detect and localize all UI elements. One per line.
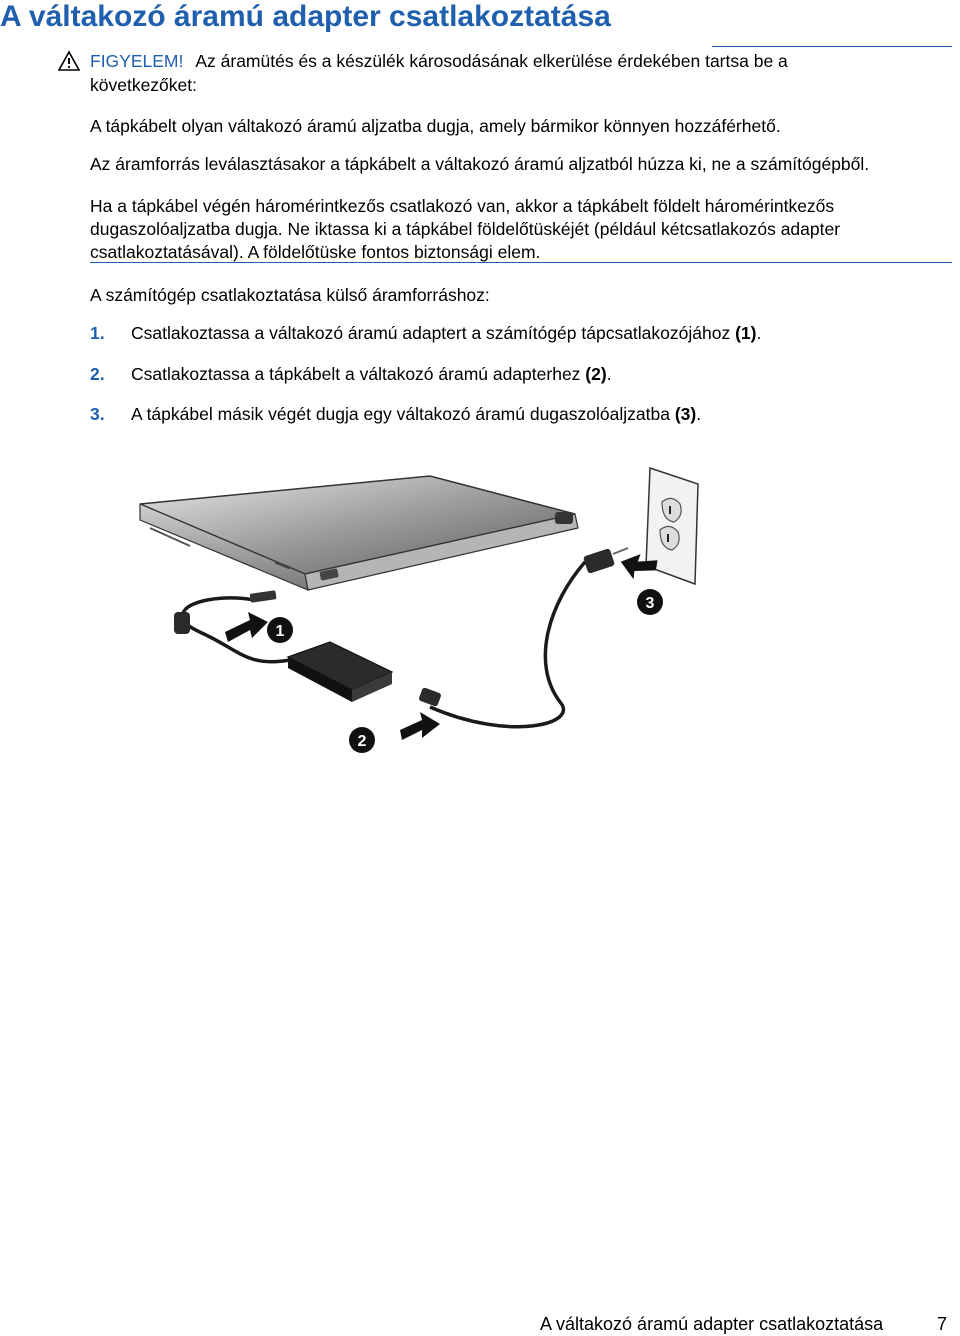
warning-label: FIGYELEM!	[90, 51, 184, 71]
step-1-end: .	[756, 323, 762, 343]
laptop-image	[140, 476, 578, 590]
title-rule	[712, 46, 952, 47]
step-2-number: 2.	[90, 364, 105, 384]
step-1-text	[131, 322, 761, 345]
step-1-number: 1.	[90, 323, 105, 343]
warning-text-2: következőket:	[90, 75, 197, 95]
warning-item-1: A tápkábelt olyan váltakozó áramú aljzatba dugja, amely bármikor könnyen hozzáférhető.	[90, 116, 781, 136]
power-cables	[182, 562, 585, 727]
step-2-callout: (2)	[585, 364, 607, 384]
warning-item-2: Az áramforrás leválasztásakor a tápkábelt a váltakozó áramú aljzatból húzza ki, ne a számítógépből.	[90, 154, 870, 174]
step-3-text	[131, 403, 701, 426]
warning-item-3: Ha a tápkábel végén háromérintkezős csatlakozó van, akkor a tápkábelt földelt háromérintkezős dugaszolóaljzatba dugja. Ne iktassa ki a tápkábel földelőtüskéjét (például kétcsatlakozós adapter csatlakoztatásával). A földelőtüske fontos biztonsági elem.	[90, 196, 841, 262]
callout-3	[637, 589, 663, 615]
step-1-callout: (1)	[735, 323, 757, 343]
footer-page-number: 7	[937, 1314, 948, 1334]
warning-heading	[90, 50, 788, 72]
svg-text:3: 3	[645, 595, 655, 612]
svg-text:2: 2	[357, 733, 367, 750]
footer-section-title: A váltakozó áramú adapter csatlakoztatása	[540, 1314, 884, 1334]
arrow-2	[400, 712, 440, 740]
power-plug-image	[583, 548, 628, 574]
callout-1	[267, 617, 293, 643]
step-3-callout: (3)	[674, 404, 697, 424]
svg-text:1: 1	[275, 623, 285, 640]
warning-icon	[58, 50, 80, 72]
page-title: A váltakozó áramú adapter csatlakoztatása	[0, 0, 611, 33]
warning-text-1: Az áramütés és a készülék károsodásának elkerülése érdekében tartsa be a	[195, 51, 788, 71]
dc-plug-image	[250, 590, 277, 603]
step-2-end: .	[606, 364, 612, 384]
step-3-number: 3.	[90, 404, 105, 424]
warning-bottom-rule	[90, 262, 952, 263]
intro-text: A számítógép csatlakoztatása külső áramforráshoz:	[90, 285, 490, 305]
arrow-1	[225, 612, 268, 642]
step-3-body: A tápkábel másik végét dugja egy váltakozó áramú dugaszolóaljzatba	[131, 404, 675, 424]
step-3-end: .	[696, 404, 702, 424]
step-1-body: Csatlakoztassa a váltakozó áramú adaptert a számítógép tápcsatlakozójához	[131, 323, 736, 343]
cable-ferrite	[174, 612, 190, 634]
callout-2	[349, 727, 375, 753]
adapter-connection-illustration	[130, 462, 710, 762]
ac-adapter-image	[288, 642, 442, 707]
step-2-body: Csatlakoztassa a tápkábelt a váltakozó áramú adapterhez	[131, 364, 586, 384]
step-2-text	[131, 363, 612, 386]
